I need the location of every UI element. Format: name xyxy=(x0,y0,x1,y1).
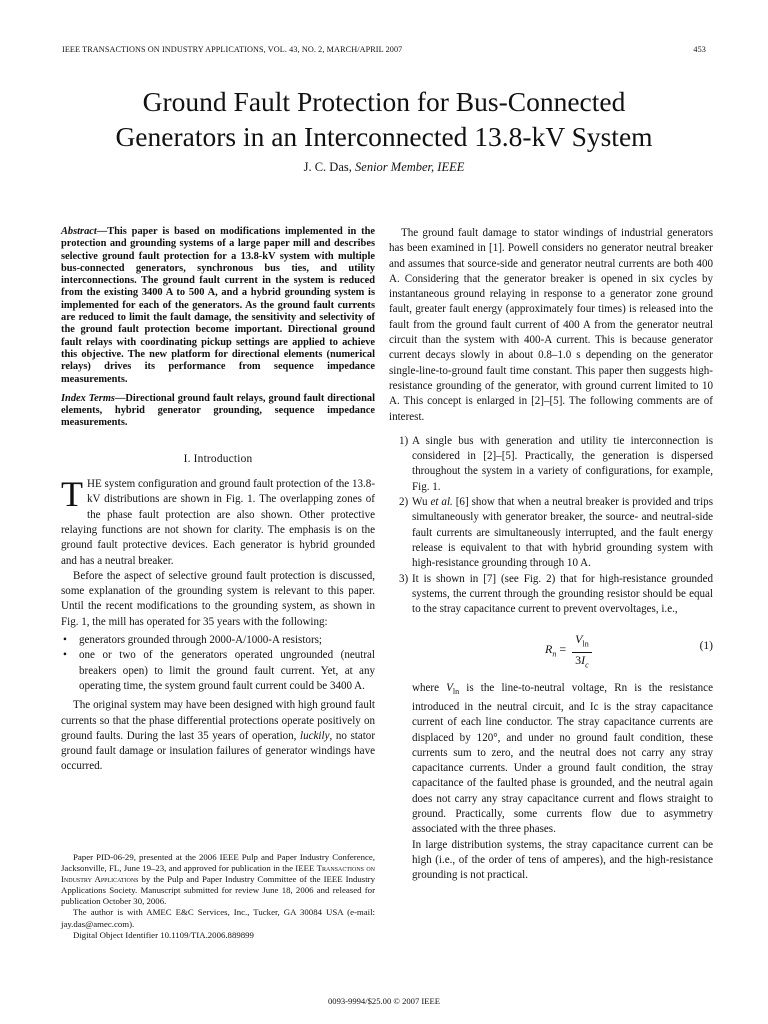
equation-body: $R_n$ = $\frac{V_{ln}}{3I_c}$ xyxy=(545,632,592,672)
left-column xyxy=(61,226,375,775)
list-item xyxy=(61,633,375,648)
numbered-item-2 xyxy=(389,495,713,571)
equation-fraction: $\frac{V_{ln}}{3I_c}$ xyxy=(572,632,592,672)
intro-paragraph-2: Before the aspect of selective ground fault protection is discussed, some explanation of the grounding system is relevant to this paper. Until the recent modifications to the grounding system, as shown in Fig. 1, the mill has operated for 35 years with the following: xyxy=(61,569,375,628)
right-paragraph-1: The ground fault damage to stator windings of industrial generators has been examined in [1]. Powell considers no generator neutral breaker and assumes that source-side and generator neutral currents are both 400 A. Considering that the generator breaker is opened in six cycles by instantaneous ground relaying in response to a generator zone ground fault, greater fault energy (approximately four times) is released into the fault from the ground fault current of 400 A from the generator neutral circuit than the system with 400-A current. This is because generator current decays slowly in about 0.8–1.0 s depending on the generator single-line-to-ground fault time constant. This paper then suggests high-resistance grounding of the generator, with ground current limited to 10 A. This concept is enlarged in [2]–[5]. The following comments are of interest. xyxy=(389,227,713,423)
title-line-2: Generators in an Interconnected 13.8-kV System xyxy=(115,121,653,152)
right-column xyxy=(389,226,713,883)
abstract xyxy=(61,226,375,386)
drop-cap: T xyxy=(61,474,83,515)
page-number: 453 xyxy=(693,45,706,54)
bullet-icon: • xyxy=(63,649,67,662)
para3-text-b: , no stator ground fault damage or insulation failures of generator windings have occurred. xyxy=(61,729,376,773)
numbered-item-1 xyxy=(389,434,713,495)
intro-paragraph-1 xyxy=(61,474,375,569)
item-text: A single bus with generation and utility tie interconnection is considered in [2]–[5]. Practically, the generation is dispersed throughout the system in a variety of configurations, for example, Fig. 1. xyxy=(412,434,713,493)
footnote-author-info: The author is with AMEC E&C Services, Inc., Tucker, GA 30084 USA (e-mail: jay.das@amec.com). xyxy=(61,907,375,929)
item-number: 1) xyxy=(399,434,409,447)
equation-1 xyxy=(412,624,713,674)
section-heading-introduction: I. Introduction xyxy=(183,452,253,465)
index-terms-text: —Directional ground fault relays, ground fault directional elements, hybrid generator grounding, sequence impedance measurements. xyxy=(61,392,375,429)
item-emphasis: et al. xyxy=(430,496,453,509)
item-number: 3) xyxy=(399,572,409,585)
footnote-doi: Digital Object Identifier 10.1109/TIA.2006.889899 xyxy=(73,929,254,940)
numbered-item-3 xyxy=(389,572,713,884)
list-item-text: one or two of the generators operated ungrounded (neutral breakers open) to limit the ground fault current. Yet, at any operating time, the system ground fault current could be 3400 A. xyxy=(79,649,375,692)
where-paragraph: where $V_{ln}$ is the line-to-neutral voltage, Rn is the resistance introduced in the neutral circuit, and Ic is the stray capacitance current of each line conductor. The stray capacitance currents are displaced by 120°, and under no ground fault condition, these currents sum to zero, and the neutral does not carry any stray capacitance currents. Under a ground fault condition, the stray capacitance of the faulted phase is grounded, and the neutral again does not carry any stray capacitance current and flows straight to ground. Practically, some currents flow due to asymmetry associated with the three phases. xyxy=(412,682,713,836)
author-line xyxy=(0,160,768,175)
running-header xyxy=(62,45,706,54)
item-text-b: [6] show that when a neutral breaker is provided and trips simultaneously with generator breaker, the source- and neutral-side fault currents are simultaneously interrupted, and the fault energy release is equivalent to that with hybrid grounding system with high-resistance grounding through 10 A. xyxy=(412,496,713,570)
equation-number: (1) xyxy=(699,640,713,653)
last-paragraph: In large distribution systems, the stray capacitance current can be high (i.e., of the order of tens of amperes), and the high-resistance grounding is not practical. xyxy=(412,838,713,882)
para3-text-a: The original system may have been designed with high ground fault currents so that the phase differential protections operate positively on ground faults. During the last 35 years of operation, xyxy=(61,699,375,742)
where-text: is the line-to-neutral voltage, Rn is the resistance introduced in the neutral circuit, and Ic is the stray capacitance current of each line conductor. The stray capacitance currents are displaced by 120°, and under no ground fault condition, these currents sum to zero, and the neutral does not carry any stray capacitance currents. Under a ground fault condition, the stray capacitance of the faulted phase is grounded, and the neutral again does not carry any stray capacitance current and flows straight to ground. Practically, some currents flow due to asymmetry associated with the three phases. xyxy=(412,682,713,836)
footnote-journal-smallcaps: Transactions on Industry Applications xyxy=(61,863,375,885)
bullet-list xyxy=(61,633,375,694)
author-name: J. C. Das, xyxy=(303,160,352,174)
footnote-text-b: by the Pulp and Paper Industry Committee of the IEEE Industry Applications Society. Manuscript submitted for review June 18, 2006 and released for publication October 30, 2006. xyxy=(61,874,375,907)
index-terms xyxy=(61,393,375,430)
author-affiliation: Senior Member, IEEE xyxy=(355,160,465,174)
intro-paragraph-3 xyxy=(61,698,375,774)
paper-title xyxy=(40,84,728,154)
copyright-line: 0093-9994/$25.00 © 2007 IEEE xyxy=(327,996,441,1006)
first-page-footnote xyxy=(61,852,375,941)
footnote-text-a: Paper PID-06-29, presented at the 2006 IEEE Pulp and Paper Industry Conference, Jacksonville, FL, June 19–23, and approved for publication in the IEEE xyxy=(61,852,375,874)
title-line-1: Ground Fault Protection for Bus-Connected xyxy=(142,86,626,117)
numbered-list xyxy=(389,434,713,884)
list-item-text: generators grounded through 2000-A/1000-A resistors; xyxy=(79,634,322,647)
item-text-a: Wu xyxy=(412,496,431,509)
footnote-paper-info xyxy=(61,852,375,907)
journal-name: IEEE TRANSACTIONS ON INDUSTRY APPLICATIONS, VOL. 43, NO. 2, MARCH/APRIL 2007 xyxy=(62,45,403,54)
bullet-icon: • xyxy=(63,634,67,647)
list-item xyxy=(61,648,375,694)
para3-emphasis: luckily xyxy=(300,729,330,742)
intro-paragraph-1-text: HE system configuration and ground fault protection of the 13.8-kV distributions are shown in Fig. 1. The overlapping zones of the phase fault protection are also shown. Other protective relaying functions are not shown for clarity. The emphasis is on the ground fault protective devices. Each generator is hybrid grounded and has a neutral breaker. xyxy=(61,478,375,567)
item-text: It is shown in [7] (see Fig. 2) that for high-resistance grounded systems, the current through the grounding resistor should be equal to the stray capacitance current to prevent overvoltages, i.e., xyxy=(412,572,713,616)
abstract-label: Abstract xyxy=(61,226,97,237)
abstract-text: —This paper is based on modifications implemented in the protection and grounding systems of a large paper mill and describes selective ground fault protection for a 13.8-kV system with multiple bus-connected generators, synchronous bus ties, and utility interconnections. The ground fault current in the system is reduced from the existing 3400 A to 500 A, and a hybrid grounding system is implemented for each of the generators. As the ground fault currents are reduced to limit the fault damage, the sensitivity and selectivity of the ground fault protection become important. Directional ground fault relays with coordinating pickup settings are applied to achieve this objective. The new platform for directional elements (numerical relays) drives its performance from sequence impedance measurements. xyxy=(61,226,375,385)
item-number: 2) xyxy=(399,496,409,509)
index-terms-label: Index Terms xyxy=(61,392,115,404)
